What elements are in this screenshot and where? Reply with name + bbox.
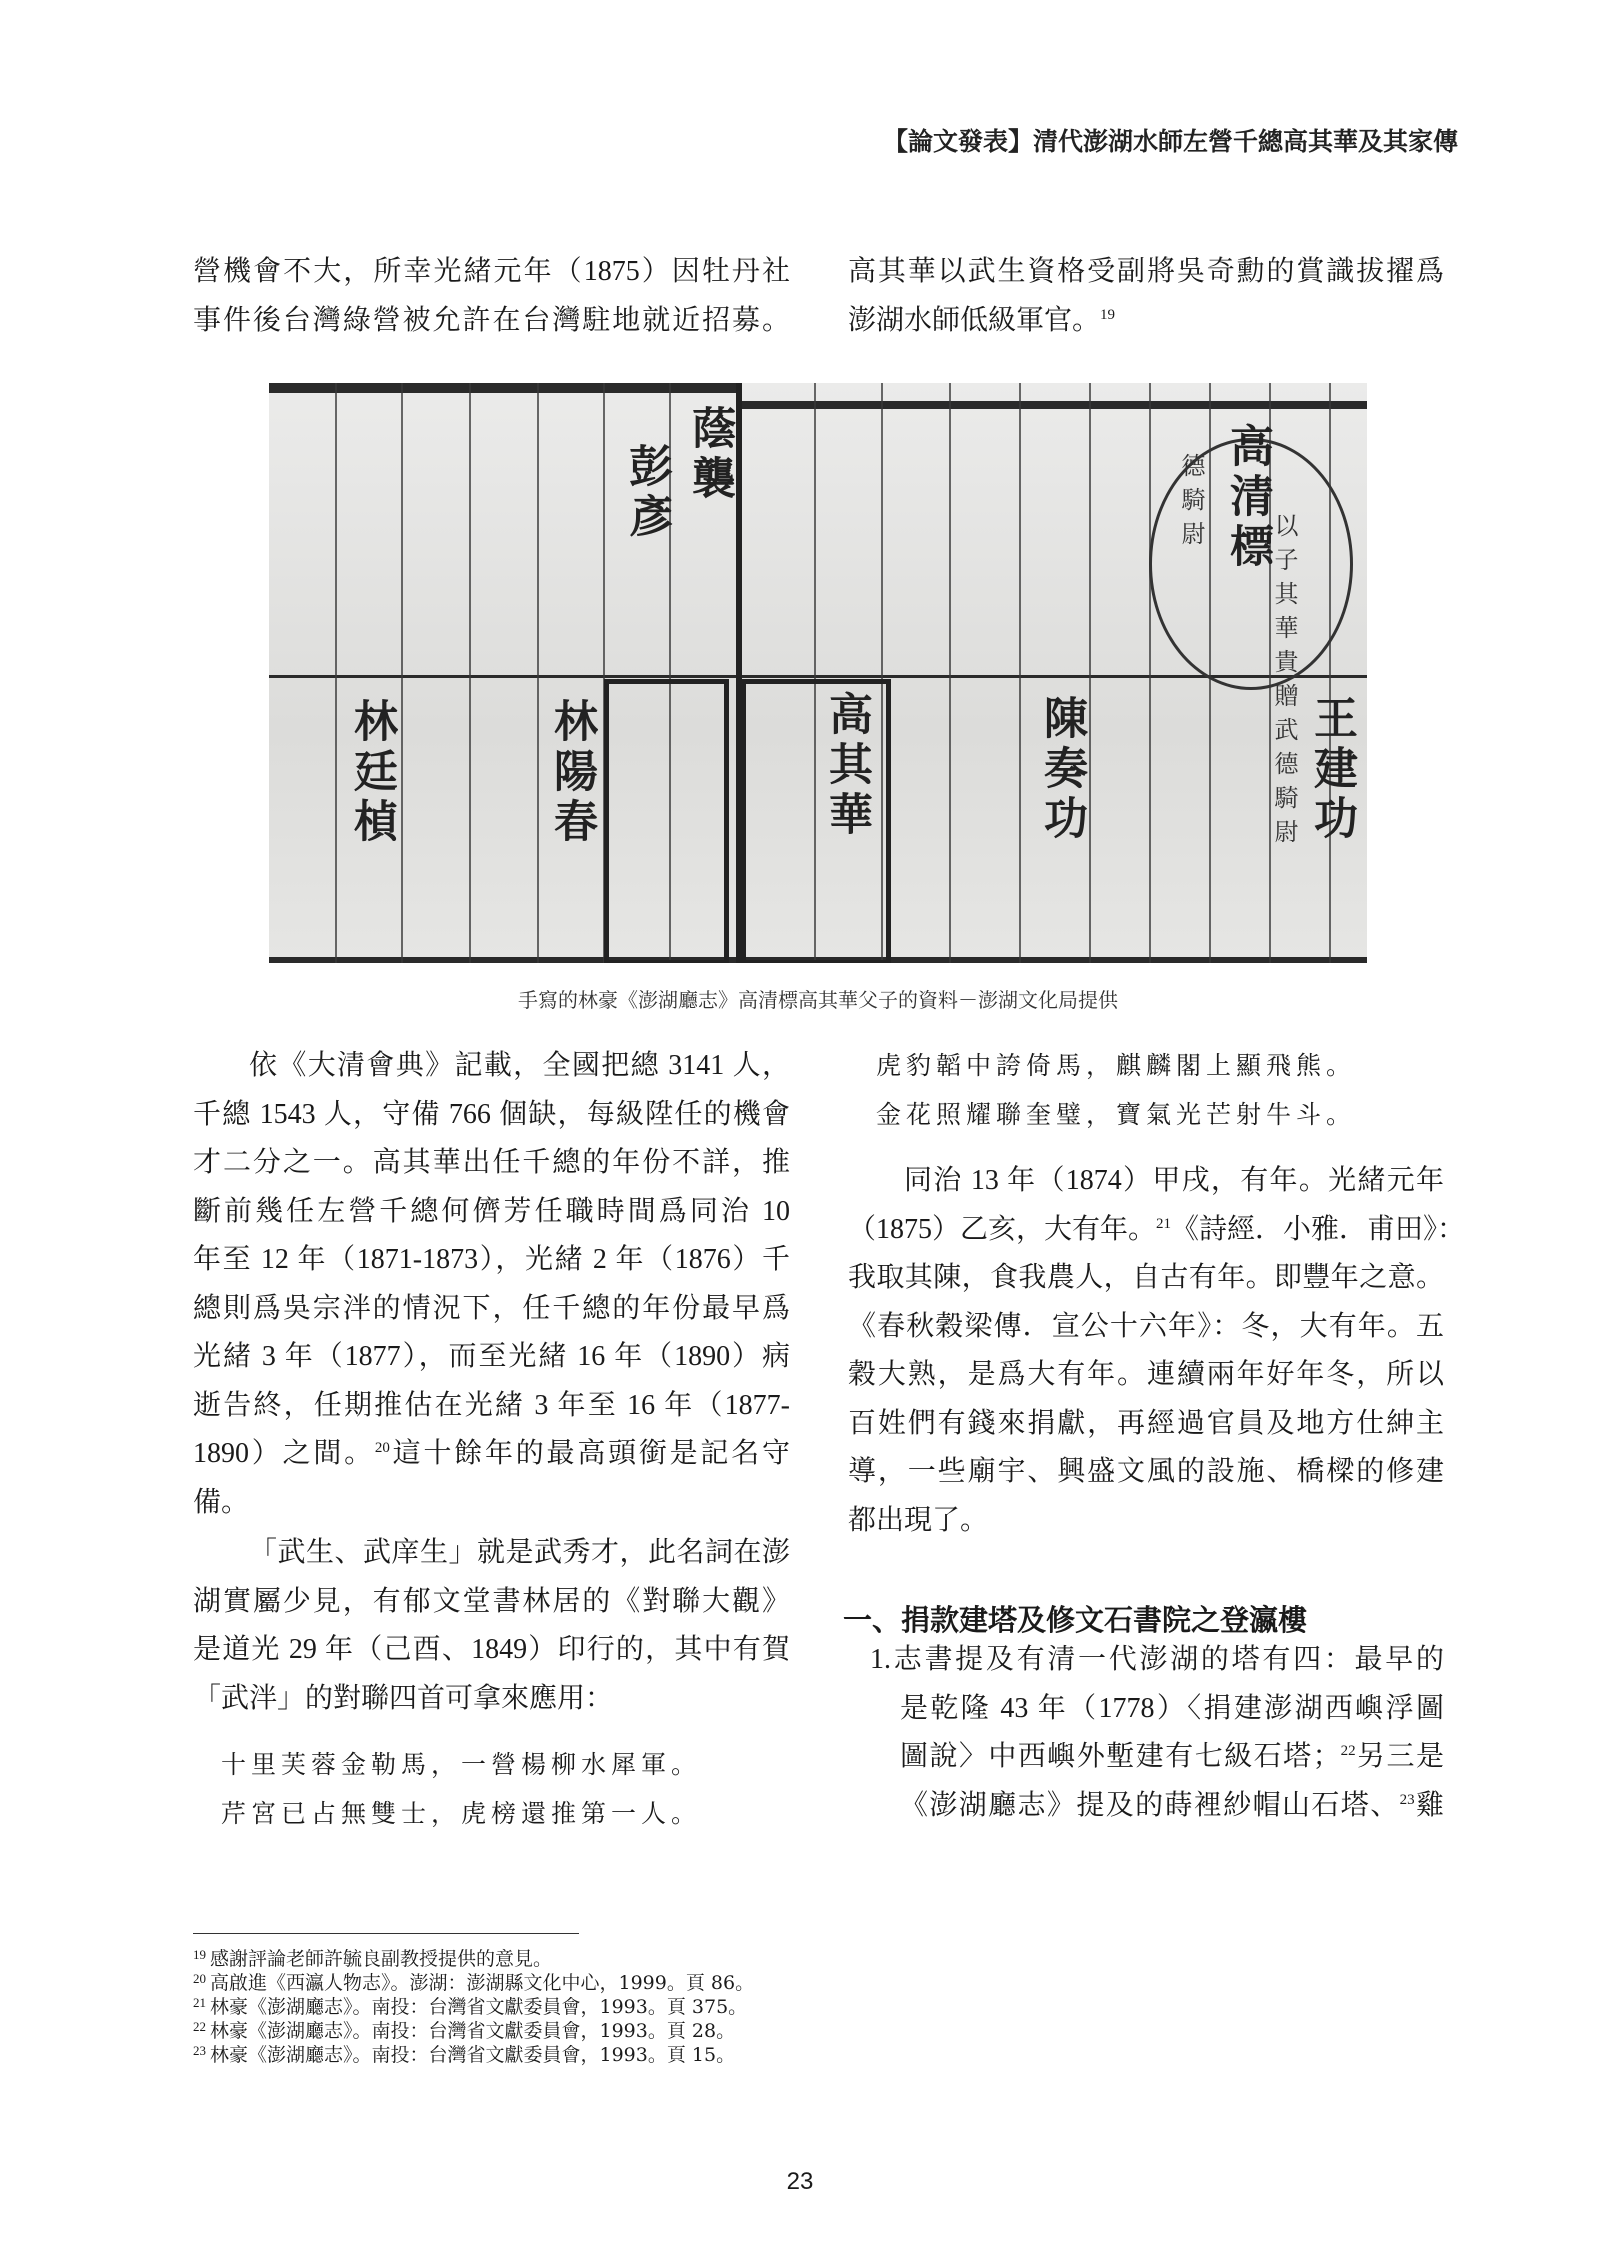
footnote: [193, 2043, 754, 2067]
text-line: 1.志書提及有清一代澎湖的塔有四：最早的: [870, 1644, 1444, 1675]
column-rule: [537, 383, 539, 963]
manuscript-name: 林廷楨: [346, 698, 397, 848]
text-line: 金花照耀聯奎璧，寶氣光芒射牛斗。: [876, 1099, 1357, 1129]
running-header: 【論文發表】清代澎湖水師左營千總高其華及其家傳: [882, 127, 1458, 156]
text-span: 澎湖水師低級軍官。: [848, 304, 1101, 336]
text-span: 《澎湖廳志》提及的蒔裡紗帽山石塔、: [900, 1789, 1400, 1821]
column-rule: [949, 383, 951, 963]
text-line: 是道光 29 年（己酉、1849）印行的，其中有賀: [193, 1634, 790, 1665]
text-line: [870, 1733, 1444, 1782]
text-line: 是乾隆 43 年（1778）〈捐建澎湖西嶼浮圖: [900, 1692, 1444, 1724]
text-line: 芹宮已占無雙士，虎榜還推第一人。: [221, 1798, 702, 1828]
top-left-text: [193, 248, 790, 345]
footnotes: [193, 1947, 754, 2067]
text-span: 林豪《澎湖廳志》。南投：台灣省文獻委員會，1993。頁 375。: [210, 1996, 748, 2018]
right-couplet: [848, 1042, 1444, 1139]
text-line: 「武生、武庠生」就是武秀才，此名詞在澎: [249, 1537, 790, 1568]
column-rule: [1089, 383, 1091, 963]
top-border: [741, 401, 1367, 409]
text-line: 都出現了。: [848, 1504, 989, 1536]
footnote-number: 19: [193, 1947, 206, 1962]
text-line: 高其華以武生資格受副將吳奇勳的賞識拔擢爲: [848, 256, 1444, 287]
text-span: 另三是: [1355, 1741, 1444, 1772]
manuscript-name: 高其華: [821, 691, 872, 841]
column-rule: [1019, 383, 1021, 963]
text-line: 斷前幾任左營千總何儕芳任職時間爲同治 10: [193, 1195, 790, 1227]
column-rule: [469, 383, 471, 963]
footnote: [193, 1971, 754, 1995]
right-paragraph-1: [848, 1157, 1466, 1545]
top-border: [269, 383, 736, 393]
text-line: 百姓們有錢來捐獻，再經過官員及地方仕紳主: [848, 1407, 1444, 1439]
top-right-text: [848, 248, 1444, 345]
text-line: 營機會不大，所幸光緒元年（1875）因牡丹社: [193, 256, 790, 287]
footnote-number: 23: [193, 2043, 206, 2058]
footnote-ref[interactable]: 23: [1399, 1791, 1415, 1808]
text-span: 感謝評論老師許毓良副教授提供的意見。: [210, 1948, 553, 1970]
footnote-number: 20: [193, 1971, 206, 1986]
text-span: 圖說〉中西嶼外塹建有七級石塔；: [900, 1741, 1341, 1772]
column-rule: [1329, 383, 1331, 963]
manuscript-name: 陳奏功: [1036, 695, 1087, 845]
text-line: [193, 1430, 790, 1479]
manuscript-name: 林陽春: [546, 698, 597, 848]
text-line: [848, 1206, 1466, 1255]
text-line: 「武泮」的對聯四首可拿來應用：: [193, 1682, 614, 1714]
highlight-box: [604, 679, 729, 963]
footnote-divider: [193, 1933, 579, 1934]
footnote: [193, 2019, 754, 2043]
text-line: 《春秋穀梁傳．宣公十六年》：冬，大有年。五: [848, 1310, 1444, 1342]
footnote-ref[interactable]: 22: [1340, 1743, 1356, 1759]
list-item-1: [870, 1636, 1444, 1830]
text-span: 雞: [1414, 1789, 1444, 1821]
manuscript-note: 以子其華貴贈武德騎尉: [1270, 513, 1298, 853]
manuscript-name: 彭彥: [621, 443, 672, 543]
text-line: [870, 1782, 1444, 1831]
column-rule: [1149, 383, 1151, 963]
text-line: 我取其陳，食我農人，自古有年。即豐年之意。: [848, 1262, 1444, 1293]
column-rule: [335, 383, 337, 963]
text-line: 依《大清會典》記載，全國把總 3141 人，: [249, 1050, 790, 1081]
footnote-number: 22: [193, 2019, 206, 2034]
column-rule: [401, 383, 403, 963]
footnote-ref[interactable]: 21: [1156, 1215, 1172, 1232]
text-span: （1875）乙亥，大有年。: [848, 1213, 1157, 1245]
text-span: 高啟進《西瀛人物志》。澎湖：澎湖縣文化中心，1999。頁 86。: [210, 1972, 755, 1994]
footnote-ref[interactable]: 19: [1100, 306, 1116, 323]
text-line: 千總 1543 人，守備 766 個缺，每級陞任的機會: [193, 1098, 790, 1130]
text-span: 林豪《澎湖廳志》。南投：台灣省文獻委員會，1993。頁 28。: [210, 2020, 736, 2042]
text-line: 光緒 3 年（1877），而至光緒 16 年（1890）病: [193, 1341, 790, 1372]
text-span: 這十餘年的最高頭銜是記名守: [389, 1438, 790, 1469]
text-line: 總則爲吳宗泮的情況下，任千總的年份最早爲: [193, 1292, 790, 1324]
text-line: 逝告終，任期推估在光緒 3 年至 16 年（1877-: [193, 1389, 790, 1421]
text-span: 《詩經．小雅．甫田》：: [1171, 1213, 1466, 1245]
left-couplet: [193, 1741, 790, 1838]
manuscript-name: 高清標: [1222, 423, 1273, 573]
text-span: 1890）之間。: [193, 1438, 375, 1469]
footnote-number: 21: [193, 1995, 206, 2010]
text-line: 虎豹韜中誇倚馬，麒麟閣上顯飛熊。: [876, 1051, 1357, 1080]
left-paragraph-1: [193, 1042, 790, 1527]
manuscript-name: 王建功: [1306, 695, 1357, 845]
left-paragraph-2: [193, 1529, 790, 1723]
page-number: 23: [786, 2168, 814, 2195]
row-divider: [269, 675, 1367, 678]
text-span: 林豪《澎湖廳志》。南投：台灣省文獻委員會，1993。頁 15。: [210, 2044, 736, 2066]
manuscript-name: 蔭襲: [684, 405, 735, 505]
text-line: 導，一些廟宇、興盛文風的設施、橋樑的修建: [848, 1456, 1444, 1487]
manuscript-photo: [269, 383, 1367, 963]
text-line: 湖實屬少見，有郁文堂書林居的《對聯大觀》: [193, 1585, 790, 1617]
manuscript-note: 德騎尉: [1177, 453, 1205, 555]
footnote: [193, 1995, 754, 2019]
text-line: 年至 12 年（1871-1873），光緒 2 年（1876）千: [193, 1244, 790, 1275]
footnote: [193, 1947, 754, 1971]
text-line: 穀大熟，是爲大有年。連續兩年好年冬，所以: [848, 1359, 1444, 1390]
text-line: 同治 13 年（1874）甲戌，有年。光緒元年: [904, 1165, 1444, 1196]
footnote-ref[interactable]: 20: [374, 1440, 390, 1456]
text-line: 十里芙蓉金勒馬，一營楊柳水犀軍。: [221, 1750, 702, 1779]
text-line: [848, 297, 1444, 346]
section-heading: 一、捐款建塔及修文石書院之登瀛樓: [843, 1603, 1308, 1637]
text-line: 備。: [193, 1486, 250, 1518]
figure-caption: 手寫的林豪《澎湖廳志》高清標高其華父子的資料－澎湖文化局提供: [518, 988, 1118, 1012]
text-line: 事件後台灣綠營被允許在台灣駐地就近招募。: [193, 304, 790, 336]
text-line: 才二分之一。高其華出任千總的年份不詳，推: [193, 1147, 790, 1178]
